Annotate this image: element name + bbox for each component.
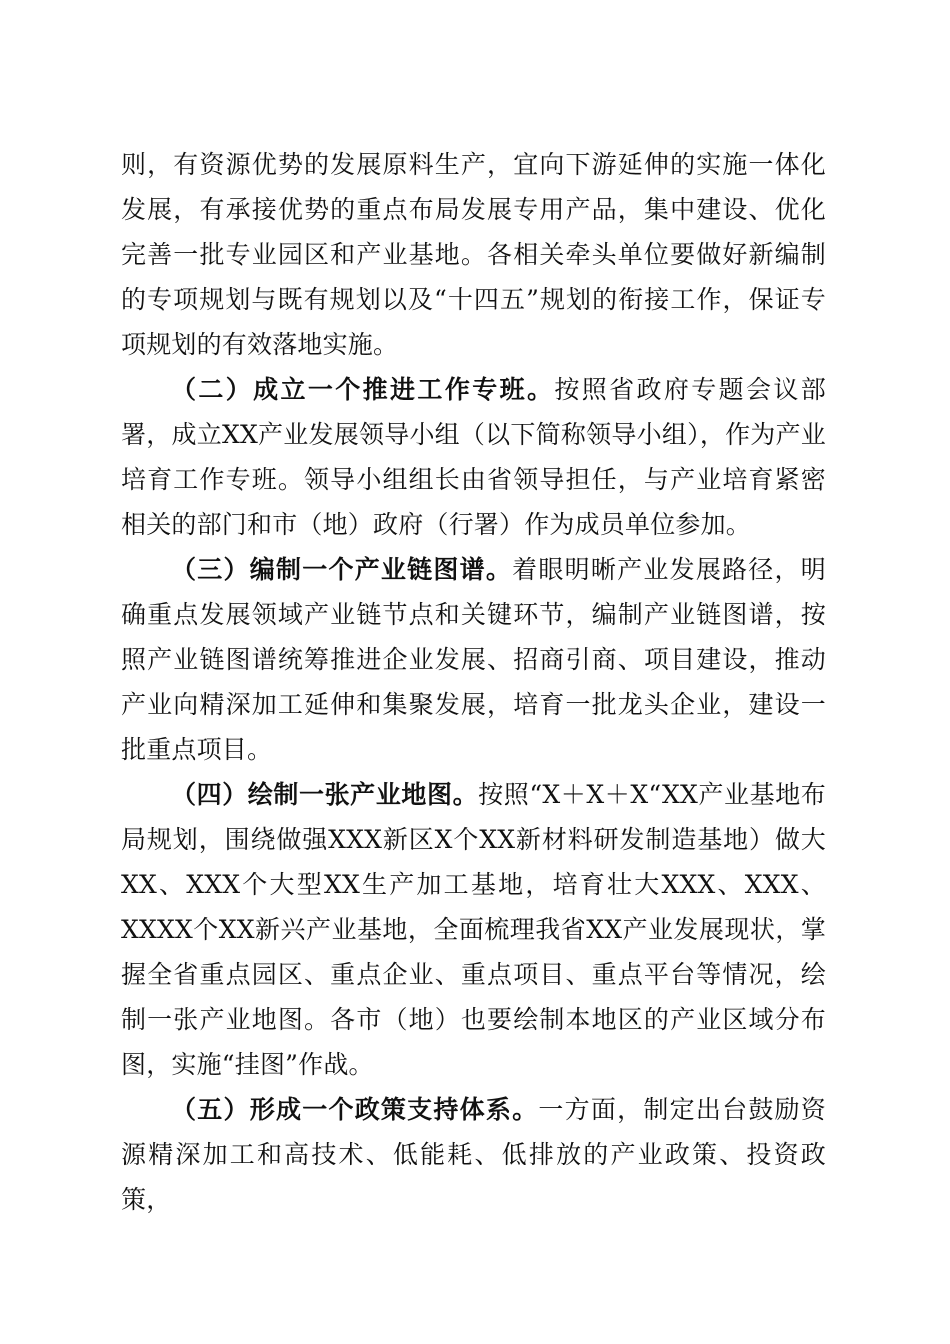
paragraph-section-4 (121, 772, 826, 1087)
paragraph-text: 按照省政府专题会议部署，成立XX产业发展领导小组（以下简称领导小组），作为产业培育工作专班。领导小组组长由省领导担任，与产业培育紧密相关的部门和市（地）政府（行署）作为成员单位参加。 (121, 375, 826, 539)
paragraph-section-5 (121, 1087, 826, 1222)
document-body (121, 142, 826, 1222)
paragraph-text: 着眼明晰产业发展路径，明确重点发展领域产业链节点和关键环节，编制产业链图谱，按照产业链图谱统筹推进企业发展、招商引商、项目建设，推动产业向精深加工延伸和集聚发展，培育一批龙头企业，建设一批重点项目。 (121, 555, 826, 764)
paragraph-section-3 (121, 547, 826, 772)
section-heading: （二）成立一个推进工作专班。 (171, 375, 555, 404)
paragraph-continuation (121, 142, 826, 367)
paragraph-text: 一方面，制定出台鼓励资源精深加工和高技术、低能耗、低排放的产业政策、投资政策， (121, 1095, 827, 1214)
paragraph-section-2 (121, 367, 826, 547)
paragraph-text: 则，有资源优势的发展原料生产，宜向下游延伸的实施一体化发展，有承接优势的重点布局发展专用产品，集中建设、优化完善一批专业园区和产业基地。各相关牵头单位要做好新编制的专项规划与既有规划以及“十四五”规划的衔接工作，保证专项规划的有效落地实施。 (121, 150, 826, 359)
section-heading: （五）形成一个政策支持体系。 (171, 1095, 539, 1124)
paragraph-text: 按照“X＋X＋X“XX产业基地布局规划，围绕做强XXX新区X个XX新材料研发制造基地）做大XX、XXX个大型XX生产加工基地，培育壮大XXX、XXX、XXXX个XX新兴产业基地，全面梳理我省XX产业发展现状，掌握全省重点园区、重点企业、重点项目、重点平台等情况，绘制一张产业地图。各市（地）也要绘制本地区的产业区域分布图，实施“挂图”作战。 (121, 780, 826, 1079)
section-heading: （三）编制一个产业链图谱。 (171, 555, 513, 584)
section-heading: （四）绘制一张产业地图。 (171, 780, 479, 809)
